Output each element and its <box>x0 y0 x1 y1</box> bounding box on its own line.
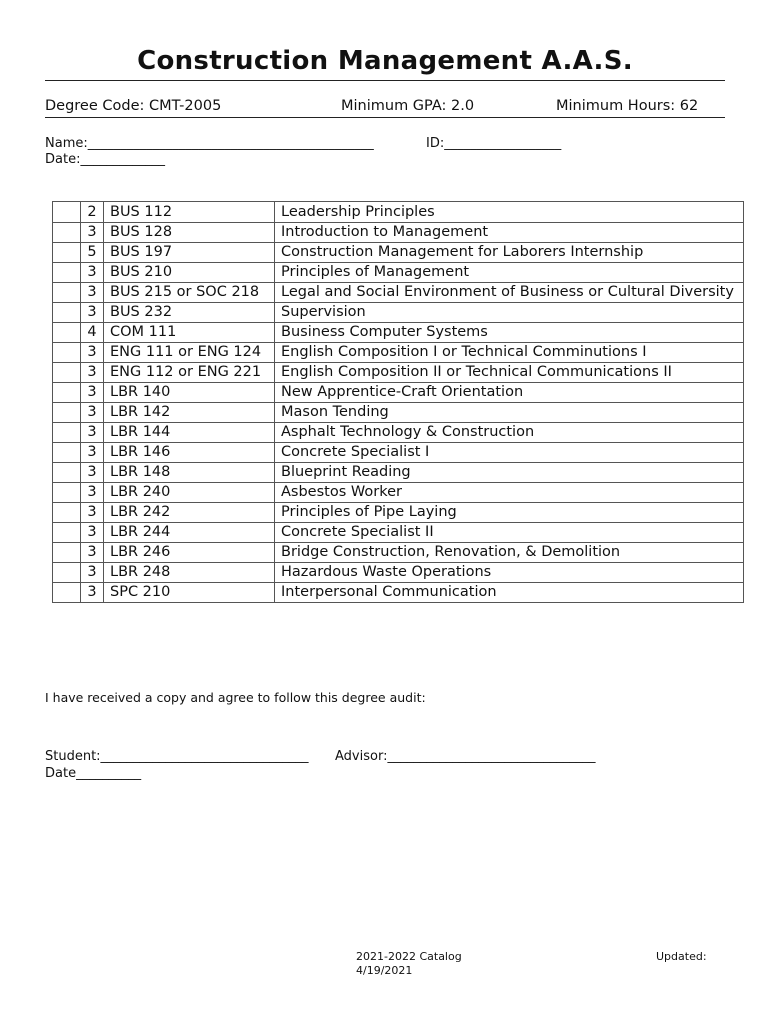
check-cell[interactable] <box>53 202 81 223</box>
check-cell[interactable] <box>53 343 81 363</box>
footer-catalog-date: 4/19/2021 <box>356 964 413 977</box>
course-row <box>53 223 744 243</box>
course-code: LBR 148 <box>104 463 275 483</box>
course-hours: 3 <box>81 443 104 463</box>
course-title: Concrete Specialist I <box>275 443 744 463</box>
course-row <box>53 383 744 403</box>
course-row <box>53 243 744 263</box>
course-row <box>53 303 744 323</box>
course-hours: 3 <box>81 503 104 523</box>
course-title: Blueprint Reading <box>275 463 744 483</box>
course-code: LBR 144 <box>104 423 275 443</box>
course-code: LBR 244 <box>104 523 275 543</box>
course-table <box>52 201 744 603</box>
course-code: LBR 140 <box>104 383 275 403</box>
course-hours: 3 <box>81 263 104 283</box>
check-cell[interactable] <box>53 563 81 583</box>
course-hours: 3 <box>81 463 104 483</box>
course-title: Leadership Principles <box>275 202 744 223</box>
course-code: ENG 111 or ENG 124 <box>104 343 275 363</box>
course-title: Bridge Construction, Renovation, & Demolition <box>275 543 744 563</box>
agreement-text: I have received a copy and agree to follow this degree audit: <box>45 690 426 705</box>
course-hours: 4 <box>81 323 104 343</box>
course-row <box>53 343 744 363</box>
course-title: Construction Management for Laborers Internship <box>275 243 744 263</box>
course-row <box>53 443 744 463</box>
course-code: BUS 128 <box>104 223 275 243</box>
check-cell[interactable] <box>53 223 81 243</box>
course-row <box>53 423 744 443</box>
course-title: Hazardous Waste Operations <box>275 563 744 583</box>
course-title: Asbestos Worker <box>275 483 744 503</box>
date-field[interactable]: Date:_____________ <box>45 152 165 167</box>
course-row <box>53 263 744 283</box>
course-title: Interpersonal Communication <box>275 583 744 603</box>
course-title: Introduction to Management <box>275 223 744 243</box>
footer-updated: Updated: <box>656 950 707 963</box>
course-row <box>53 583 744 603</box>
course-hours: 3 <box>81 543 104 563</box>
course-row <box>53 503 744 523</box>
course-row <box>53 563 744 583</box>
name-field[interactable]: Name:____________________________________________ <box>45 136 374 151</box>
course-title: Mason Tending <box>275 403 744 423</box>
course-code: LBR 146 <box>104 443 275 463</box>
course-title: English Composition I or Technical Comminutions I <box>275 343 744 363</box>
course-title: New Apprentice-Craft Orientation <box>275 383 744 403</box>
check-cell[interactable] <box>53 263 81 283</box>
minimum-gpa: Minimum GPA: 2.0 <box>341 98 475 114</box>
course-row <box>53 403 744 423</box>
course-hours: 3 <box>81 303 104 323</box>
course-code: LBR 240 <box>104 483 275 503</box>
header-rule <box>45 117 725 118</box>
footer-catalog: 2021-2022 Catalog <box>356 950 462 963</box>
check-cell[interactable] <box>53 283 81 303</box>
check-cell[interactable] <box>53 383 81 403</box>
course-hours: 3 <box>81 523 104 543</box>
course-title: Asphalt Technology & Construction <box>275 423 744 443</box>
id-field[interactable]: ID:__________________ <box>426 136 562 151</box>
course-row <box>53 483 744 503</box>
title-rule <box>45 80 725 81</box>
course-hours: 3 <box>81 343 104 363</box>
course-code: BUS 210 <box>104 263 275 283</box>
course-hours: 3 <box>81 483 104 503</box>
check-cell[interactable] <box>53 463 81 483</box>
check-cell[interactable] <box>53 583 81 603</box>
course-hours: 5 <box>81 243 104 263</box>
course-code: LBR 248 <box>104 563 275 583</box>
course-row <box>53 202 744 223</box>
course-code: SPC 210 <box>104 583 275 603</box>
course-code: BUS 197 <box>104 243 275 263</box>
course-title: Concrete Specialist II <box>275 523 744 543</box>
check-cell[interactable] <box>53 423 81 443</box>
advisor-signature-field[interactable]: Advisor:________________________________ <box>335 749 596 764</box>
course-row <box>53 463 744 483</box>
course-row <box>53 323 744 343</box>
check-cell[interactable] <box>53 303 81 323</box>
course-hours: 3 <box>81 403 104 423</box>
check-cell[interactable] <box>53 503 81 523</box>
course-row <box>53 523 744 543</box>
check-cell[interactable] <box>53 363 81 383</box>
course-title: Supervision <box>275 303 744 323</box>
course-row <box>53 283 744 303</box>
course-hours: 2 <box>81 202 104 223</box>
check-cell[interactable] <box>53 523 81 543</box>
course-hours: 3 <box>81 383 104 403</box>
course-hours: 3 <box>81 283 104 303</box>
course-code: BUS 215 or SOC 218 <box>104 283 275 303</box>
course-hours: 3 <box>81 563 104 583</box>
course-code: BUS 112 <box>104 202 275 223</box>
course-code: ENG 112 or ENG 221 <box>104 363 275 383</box>
degree-code: Degree Code: CMT-2005 <box>45 98 222 114</box>
course-title: Principles of Pipe Laying <box>275 503 744 523</box>
minimum-hours: Minimum Hours: 62 <box>556 98 699 114</box>
course-code: LBR 242 <box>104 503 275 523</box>
course-title: Legal and Social Environment of Business or Cultural Diversity <box>275 283 744 303</box>
check-cell[interactable] <box>53 443 81 463</box>
course-hours: 3 <box>81 583 104 603</box>
course-row <box>53 363 744 383</box>
course-hours: 3 <box>81 363 104 383</box>
course-code: LBR 246 <box>104 543 275 563</box>
course-row <box>53 543 744 563</box>
course-code: LBR 142 <box>104 403 275 423</box>
course-code: BUS 232 <box>104 303 275 323</box>
course-hours: 3 <box>81 223 104 243</box>
course-code: COM 111 <box>104 323 275 343</box>
check-cell[interactable] <box>53 483 81 503</box>
signature-date-field[interactable]: Date__________ <box>45 766 142 781</box>
course-hours: 3 <box>81 423 104 443</box>
check-cell[interactable] <box>53 323 81 343</box>
page-title: Construction Management A.A.S. <box>137 46 633 76</box>
course-title: Business Computer Systems <box>275 323 744 343</box>
student-signature-field[interactable]: Student:________________________________ <box>45 749 309 764</box>
course-title: Principles of Management <box>275 263 744 283</box>
check-cell[interactable] <box>53 403 81 423</box>
check-cell[interactable] <box>53 243 81 263</box>
check-cell[interactable] <box>53 543 81 563</box>
course-title: English Composition II or Technical Communications II <box>275 363 744 383</box>
